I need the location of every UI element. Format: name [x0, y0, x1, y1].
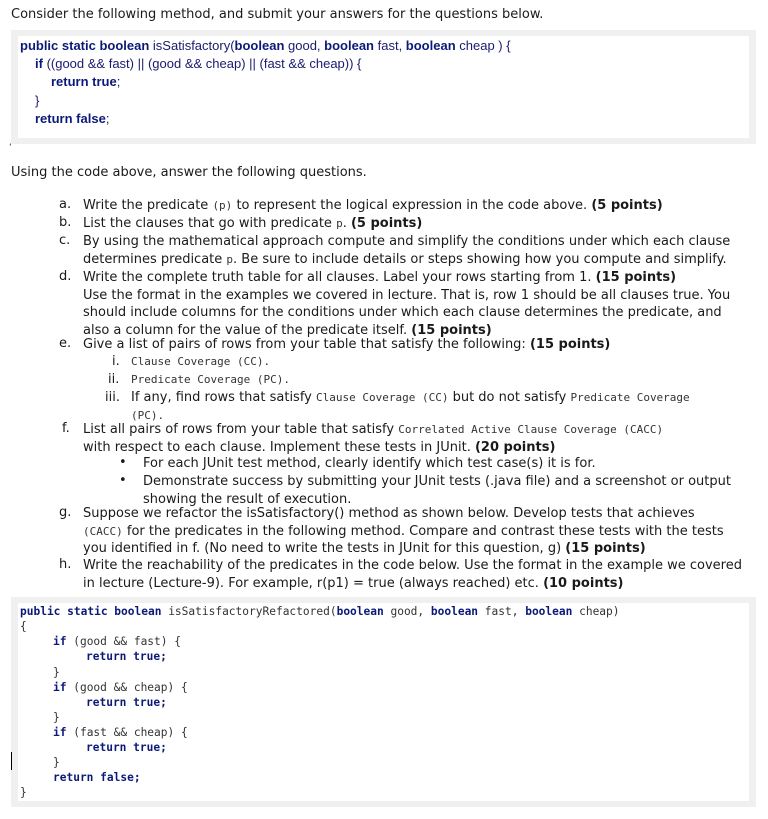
question-b-label: b. [59, 215, 72, 230]
question-d-label: d. [59, 269, 72, 284]
code2-close-2: } [53, 711, 60, 724]
question-e: Give a list of pairs of rows from your table that satisfy the following: (15 points) [83, 337, 611, 352]
bullet-icon: • [119, 455, 127, 470]
code2-open-brace: { [20, 620, 27, 633]
question-e-iii-label: iii. [105, 390, 120, 405]
question-f-bullet-1: For each JUnit test method, clearly identify which test case(s) it is for. [143, 456, 596, 471]
question-g: Suppose we refactor the isSatisfactory() method as shown below. Develop tests that achieves (CACC) for the predicates in the following method. Compare and contrast these tests with the tests you identified in f. (No need to write the tests in JUnit for this question, g) (15 points) [83, 506, 724, 557]
question-a: Write the predicate (p) to represent the logical expression in the code above. (5 points) [83, 198, 663, 213]
code2-end-brace: } [20, 786, 27, 799]
code-line-signature: public static boolean isSatisfactory(boolean good, boolean fast, boolean cheap ) { [20, 38, 511, 53]
intro-text: Consider the following method, and submit your answers for the questions below. [11, 7, 544, 22]
code2-if-2: if (good && cheap) { [53, 681, 188, 694]
question-c: By using the mathematical approach compute and simplify the conditions under which each clause determines predicate p. Be sure to include details or steps showing how you compute and simplify. [83, 234, 731, 267]
question-e-i-label: i. [112, 354, 120, 369]
question-b: List the clauses that go with predicate p. (5 points) [83, 216, 423, 231]
code2-return-true-2: return true; [86, 696, 167, 709]
code-block-refactored [11, 597, 756, 807]
question-g-label: g. [59, 505, 72, 520]
question-h-label: h. [59, 557, 72, 572]
code2-close-1: } [53, 666, 60, 679]
code-line-close-brace: } [35, 93, 40, 108]
code2-if-1: if (good && fast) { [53, 635, 181, 648]
question-c-label: c. [59, 233, 71, 248]
question-d: Write the complete truth table for all clauses. Label your rows starting from 1. (15 points) Use the format in the examples we covered in lecture. That is, row 1 should be all clauses true. You should include columns for the conditions under which each clause determines the predicate, and also a column for the value of the predicate itself. (15 points) [83, 270, 731, 338]
code-line-return-false: return false; [35, 111, 110, 126]
text-cursor [11, 752, 12, 770]
question-e-iii: If any, find rows that satisfy Clause Coverage (CC) but do not satisfy Predicate Coverage (PC). [131, 390, 690, 422]
question-e-ii: Predicate Coverage (PC). [131, 373, 290, 386]
question-f-bullet-2: Demonstrate success by submitting your JUnit tests (.java file) and a screenshot or output showing the result of execution. [143, 474, 731, 507]
question-f-label: f. [62, 421, 70, 436]
question-e-label: e. [59, 336, 72, 351]
question-e-ii-label: ii. [108, 372, 120, 387]
question-e-i: Clause Coverage (CC). [131, 355, 271, 368]
bullet-icon: • [119, 473, 127, 488]
code-line-return-true: return true; [51, 74, 121, 89]
code2-close-3: } [53, 756, 60, 769]
code-block-original [11, 30, 756, 144]
question-f: List all pairs of rows from your table that satisfy Correlated Active Clause Coverage (CACC) with respect to each clause. Implement these tests in JUnit. (20 points) [83, 422, 664, 455]
code2-return-true-1: return true; [86, 650, 167, 663]
code2-return-true-3: return true; [86, 741, 167, 754]
stray-mark: ʻ [9, 143, 12, 153]
questions-intro: Using the code above, answer the following questions. [11, 165, 367, 180]
code2-if-3: if (fast && cheap) { [53, 726, 188, 739]
code2-signature: public static boolean isSatisfactoryRefactored(boolean good, boolean fast, boolean cheap) [20, 605, 620, 618]
question-a-label: a. [59, 197, 72, 212]
question-h: Write the reachability of the predicates in the code below. Use the format in the example we covered in lecture (Lecture-9). For example, r(p1) = true (always reached) etc. (10 points) [83, 558, 742, 591]
code2-return-false: return false; [53, 771, 141, 784]
code-line-if: if ((good && fast) || (good && cheap) || (fast && cheap)) { [35, 56, 362, 71]
